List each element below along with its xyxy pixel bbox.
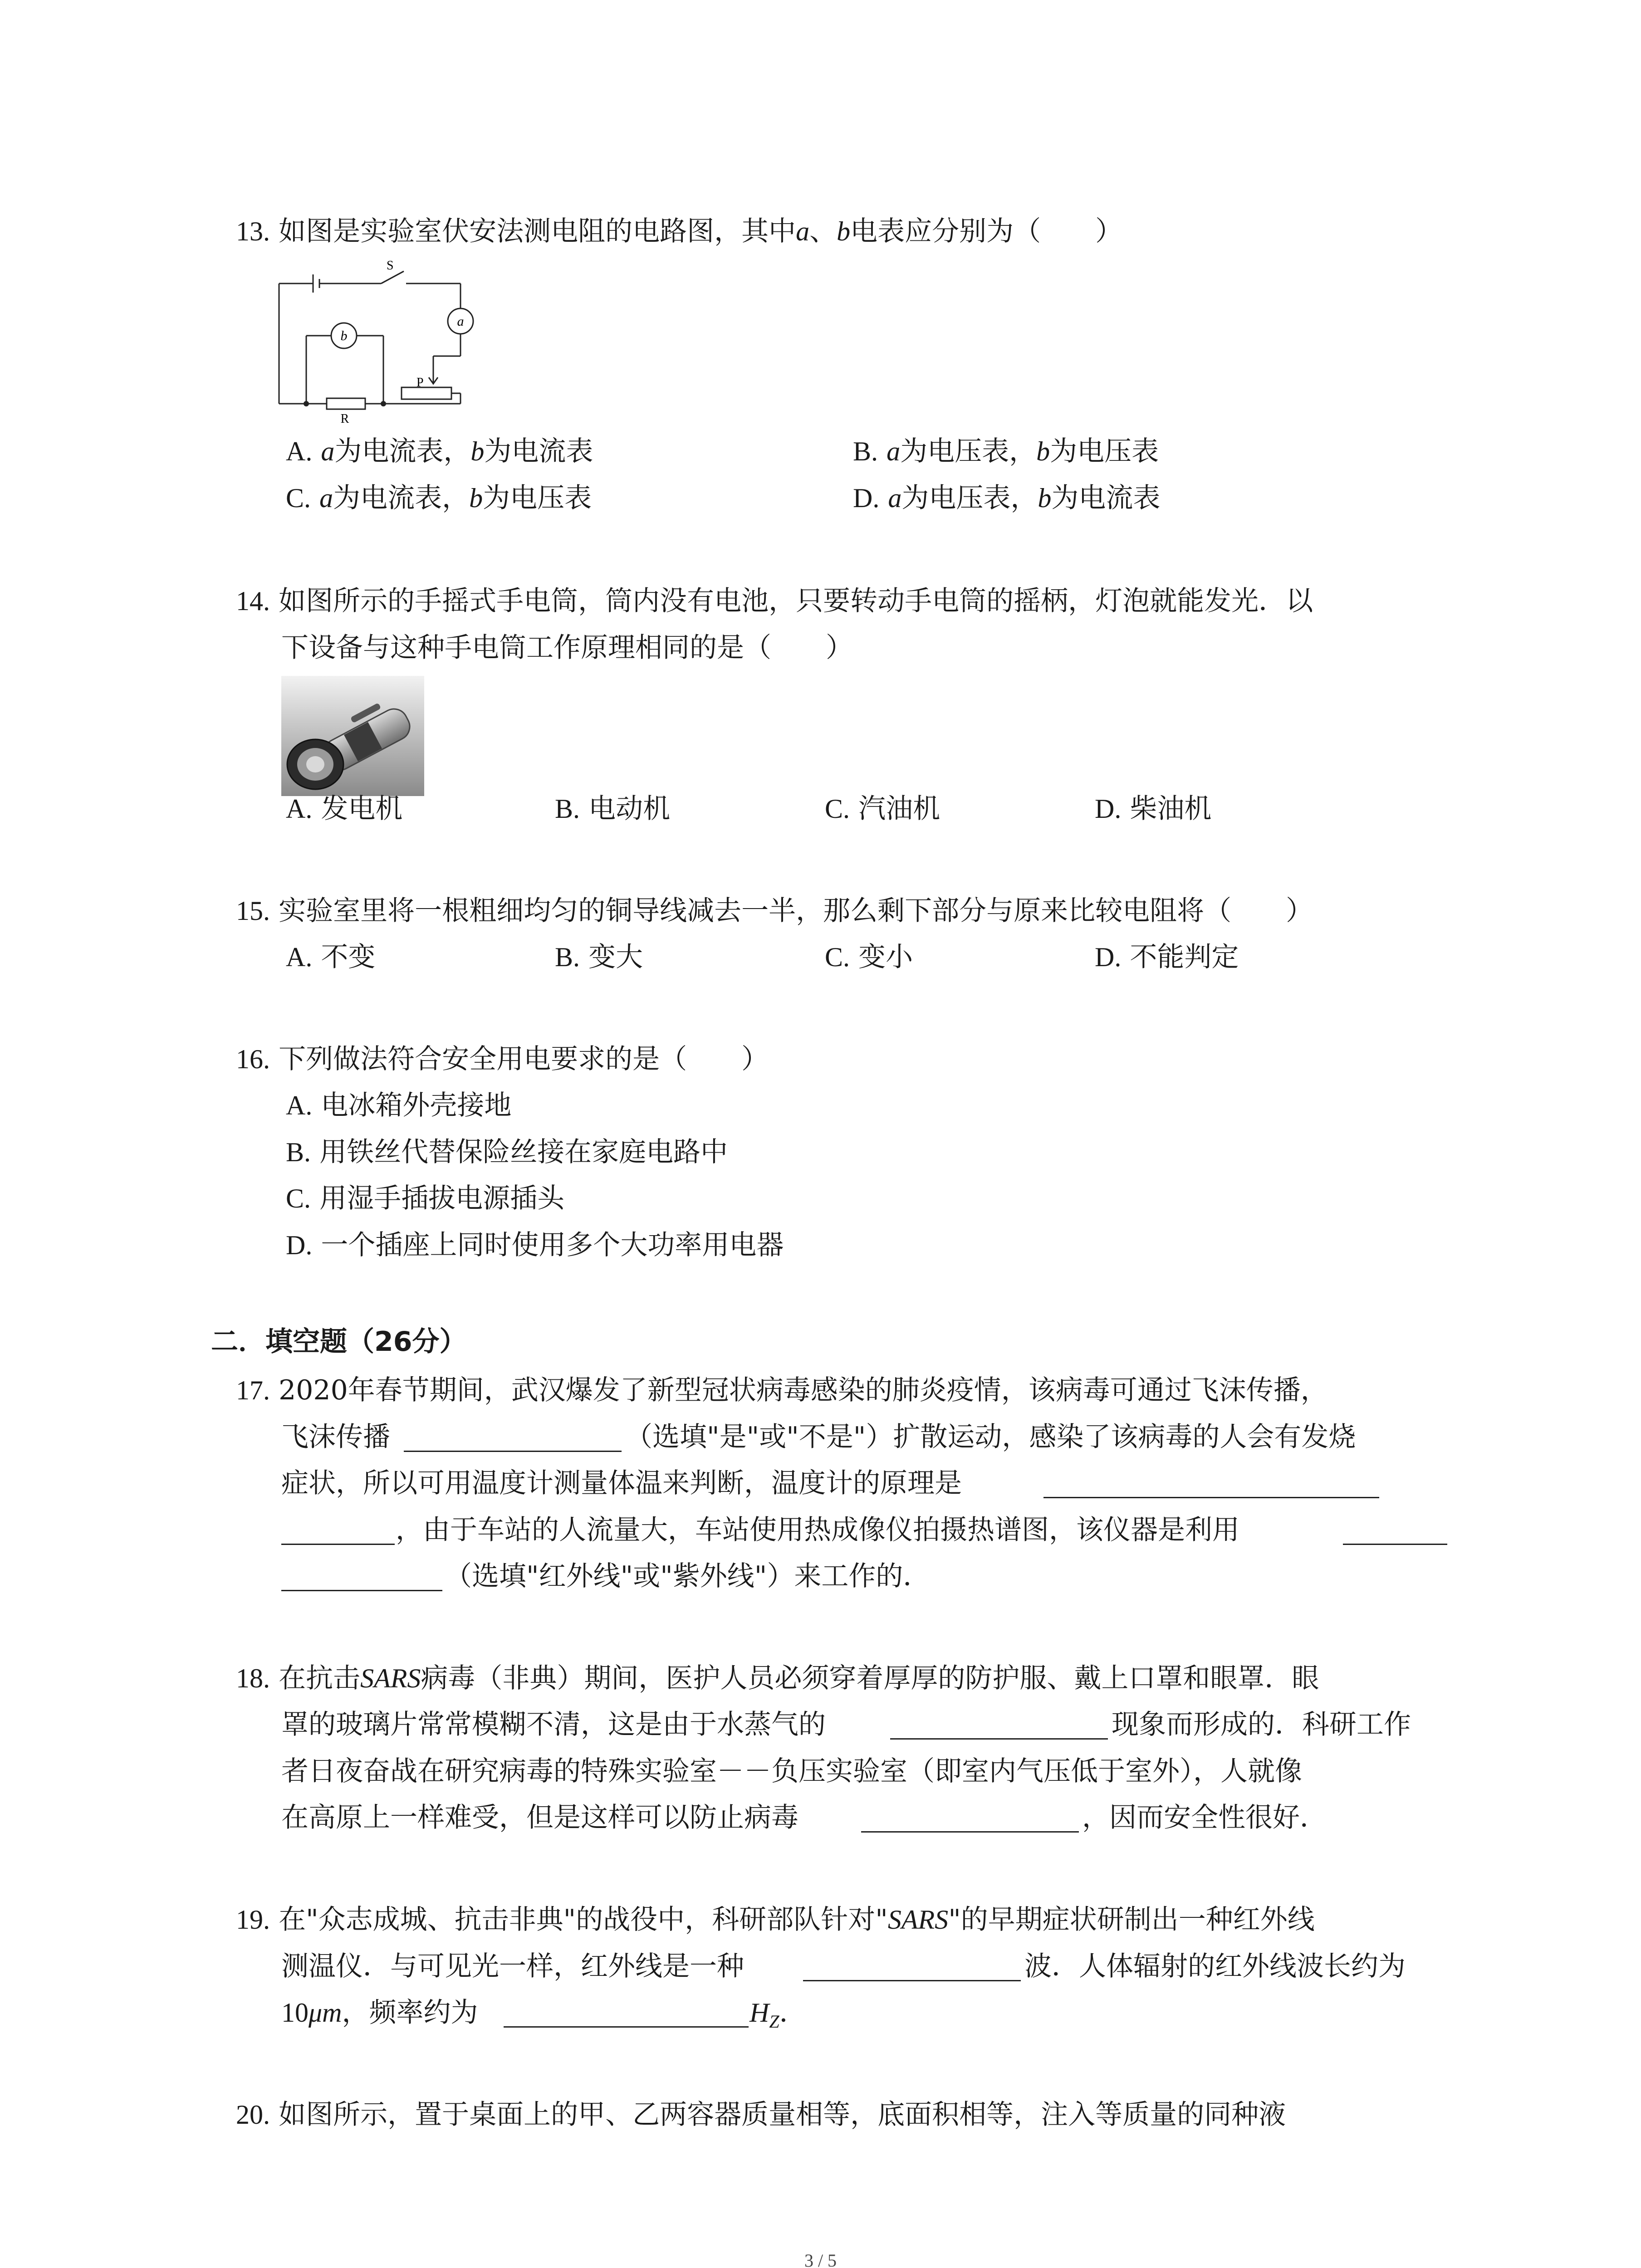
q19-blank-2[interactable] <box>504 2026 749 2028</box>
q17-line4: ，由于车站的人流量大，车站使用热成像仪拍摄热谱图，该仪器是利用 <box>396 1514 1239 1546</box>
q15-option-a[interactable]: A. 不变 <box>286 941 376 973</box>
q18-line4b: ，因而安全性很好． <box>1082 1802 1327 1833</box>
q16-stem: 16. 下列做法符合安全用电要求的是（ ） <box>236 1043 769 1075</box>
q16-option-a[interactable]: A. 电冰箱外壳接地 <box>286 1090 512 1121</box>
q13-option-c[interactable]: C. a为电流表，b为电压表 <box>286 482 592 514</box>
q14-option-d[interactable]: D. 柴油机 <box>1095 793 1212 825</box>
q18-line2b: 现象而形成的．科研工作 <box>1112 1709 1411 1740</box>
q13-var-b: b <box>837 216 851 246</box>
switch-lever <box>381 271 404 284</box>
q13-stem-end: 电表应分别为（ ） <box>850 215 1123 247</box>
q14-stem-line1: 14. 如图所示的手摇式手电筒，筒内没有电池，只要转动手电筒的摇柄，灯泡就能发光．以 <box>236 585 1313 617</box>
q15-option-d[interactable]: D. 不能判定 <box>1095 941 1239 973</box>
label-s: S <box>387 259 394 273</box>
q13-stem <box>236 213 1122 249</box>
q17-blank-2b[interactable] <box>281 1544 395 1545</box>
q18-blank-2[interactable] <box>861 1831 1079 1833</box>
q17-blank-1[interactable] <box>404 1451 622 1452</box>
label-p: P <box>416 376 424 390</box>
q16-option-b[interactable]: B. 用铁丝代替保险丝接在家庭电路中 <box>286 1136 728 1168</box>
q13-sep: 、 <box>809 215 837 247</box>
q13-circuit-diagram <box>272 259 481 426</box>
label-b: b <box>340 328 348 343</box>
q16-option-d[interactable]: D. 一个插座上同时使用多个大功率用电器 <box>286 1229 784 1261</box>
q13-option-b[interactable]: B. a为电压表，b为电压表 <box>853 435 1159 467</box>
q18-line4a: 在高原上一样难受，但是这样可以防止病毒 <box>281 1802 798 1833</box>
q18-line2a: 罩的玻璃片常常模糊不清，这是由于水蒸气的 <box>281 1709 826 1740</box>
q19-blank-1[interactable] <box>803 1980 1021 1981</box>
q13-stem-text: 如图是实验室伏安法测电阻的电路图，其中 <box>279 215 796 247</box>
page-number: 3 / 5 <box>804 2250 837 2268</box>
q17-line2b: （选填"是"或"不是"）扩散运动，感染了该病毒的人会有发烧 <box>625 1421 1356 1453</box>
q14-option-c[interactable]: C. 汽油机 <box>825 793 941 825</box>
q17-line1: 17. 2020年春节期间，武汉爆发了新型冠状病毒感染的肺炎疫情，该病毒可通过飞沫传播， <box>236 1374 1328 1406</box>
q15-stem: 15. 实验室里将一根粗细均匀的铜导线减去一半，那么剩下部分与原来比较电阻将（ ） <box>236 895 1313 927</box>
q19-line2a: 测温仪．与可见光一样，红外线是一种 <box>281 1950 744 1982</box>
flashlight-photo <box>281 676 424 796</box>
q14-option-a[interactable]: A. 发电机 <box>286 793 403 825</box>
q14-option-b[interactable]: B. 电动机 <box>555 793 671 825</box>
q19-line2b: 波．人体辐射的红外线波长约为 <box>1024 1950 1406 1982</box>
q13-number: 13. <box>236 216 270 246</box>
label-a: a <box>457 314 464 329</box>
q19-line3a: 10μm，频率约为 <box>281 1997 478 2028</box>
resistor-r <box>327 398 365 409</box>
q13-option-a[interactable]: A. a为电流表，b为电流表 <box>286 435 593 467</box>
q18-line1: 18. 在抗击SARS病毒（非典）期间，医护人员必须穿着厚厚的防护服、戴上口罩和眼罩．眼 <box>236 1662 1319 1694</box>
rheostat <box>402 387 451 399</box>
q17-line5: （选填"红外线"或"紫外线"）来工作的． <box>445 1560 931 1592</box>
q19-line1: 19. 在"众志成城、抗击非典"的战役中，科研部队针对"SARS"的早期症状研制出一种红外线 <box>236 1904 1315 1936</box>
q14-stem-line2: 下设备与这种手电筒工作原理相同的是（ ） <box>281 632 853 664</box>
q19-unit-hz: $H_Z$． <box>749 1997 807 2032</box>
label-r: R <box>340 412 349 426</box>
section-2-heading: 二．填空题（26分） <box>211 1326 467 1358</box>
q20-line1: 20. 如图所示，置于桌面上的甲、乙两容器质量相等，底面积相等，注入等质量的同种液 <box>236 2099 1286 2131</box>
q18-line3: 者日夜奋战在研究病毒的特殊实验室－－负压实验室（即室内气压低于室外），人就像 <box>281 1755 1302 1787</box>
q13-var-a: a <box>796 216 810 246</box>
q15-option-b[interactable]: B. 变大 <box>555 941 643 973</box>
q17-line2a: 飞沫传播 <box>281 1421 390 1453</box>
q17-line3: 症状，所以可用温度计测量体温来判断，温度计的原理是 <box>281 1467 962 1499</box>
q17-blank-2a[interactable] <box>1043 1497 1379 1498</box>
q18-blank-1[interactable] <box>890 1738 1108 1740</box>
q13-option-d[interactable]: D. a为电压表，b为电流表 <box>853 482 1161 514</box>
q17-blank-3b[interactable] <box>281 1590 442 1591</box>
q16-option-c[interactable]: C. 用湿手插拔电源插头 <box>286 1183 565 1214</box>
q15-option-c[interactable]: C. 变小 <box>825 941 913 973</box>
q17-blank-3a[interactable] <box>1343 1544 1447 1545</box>
